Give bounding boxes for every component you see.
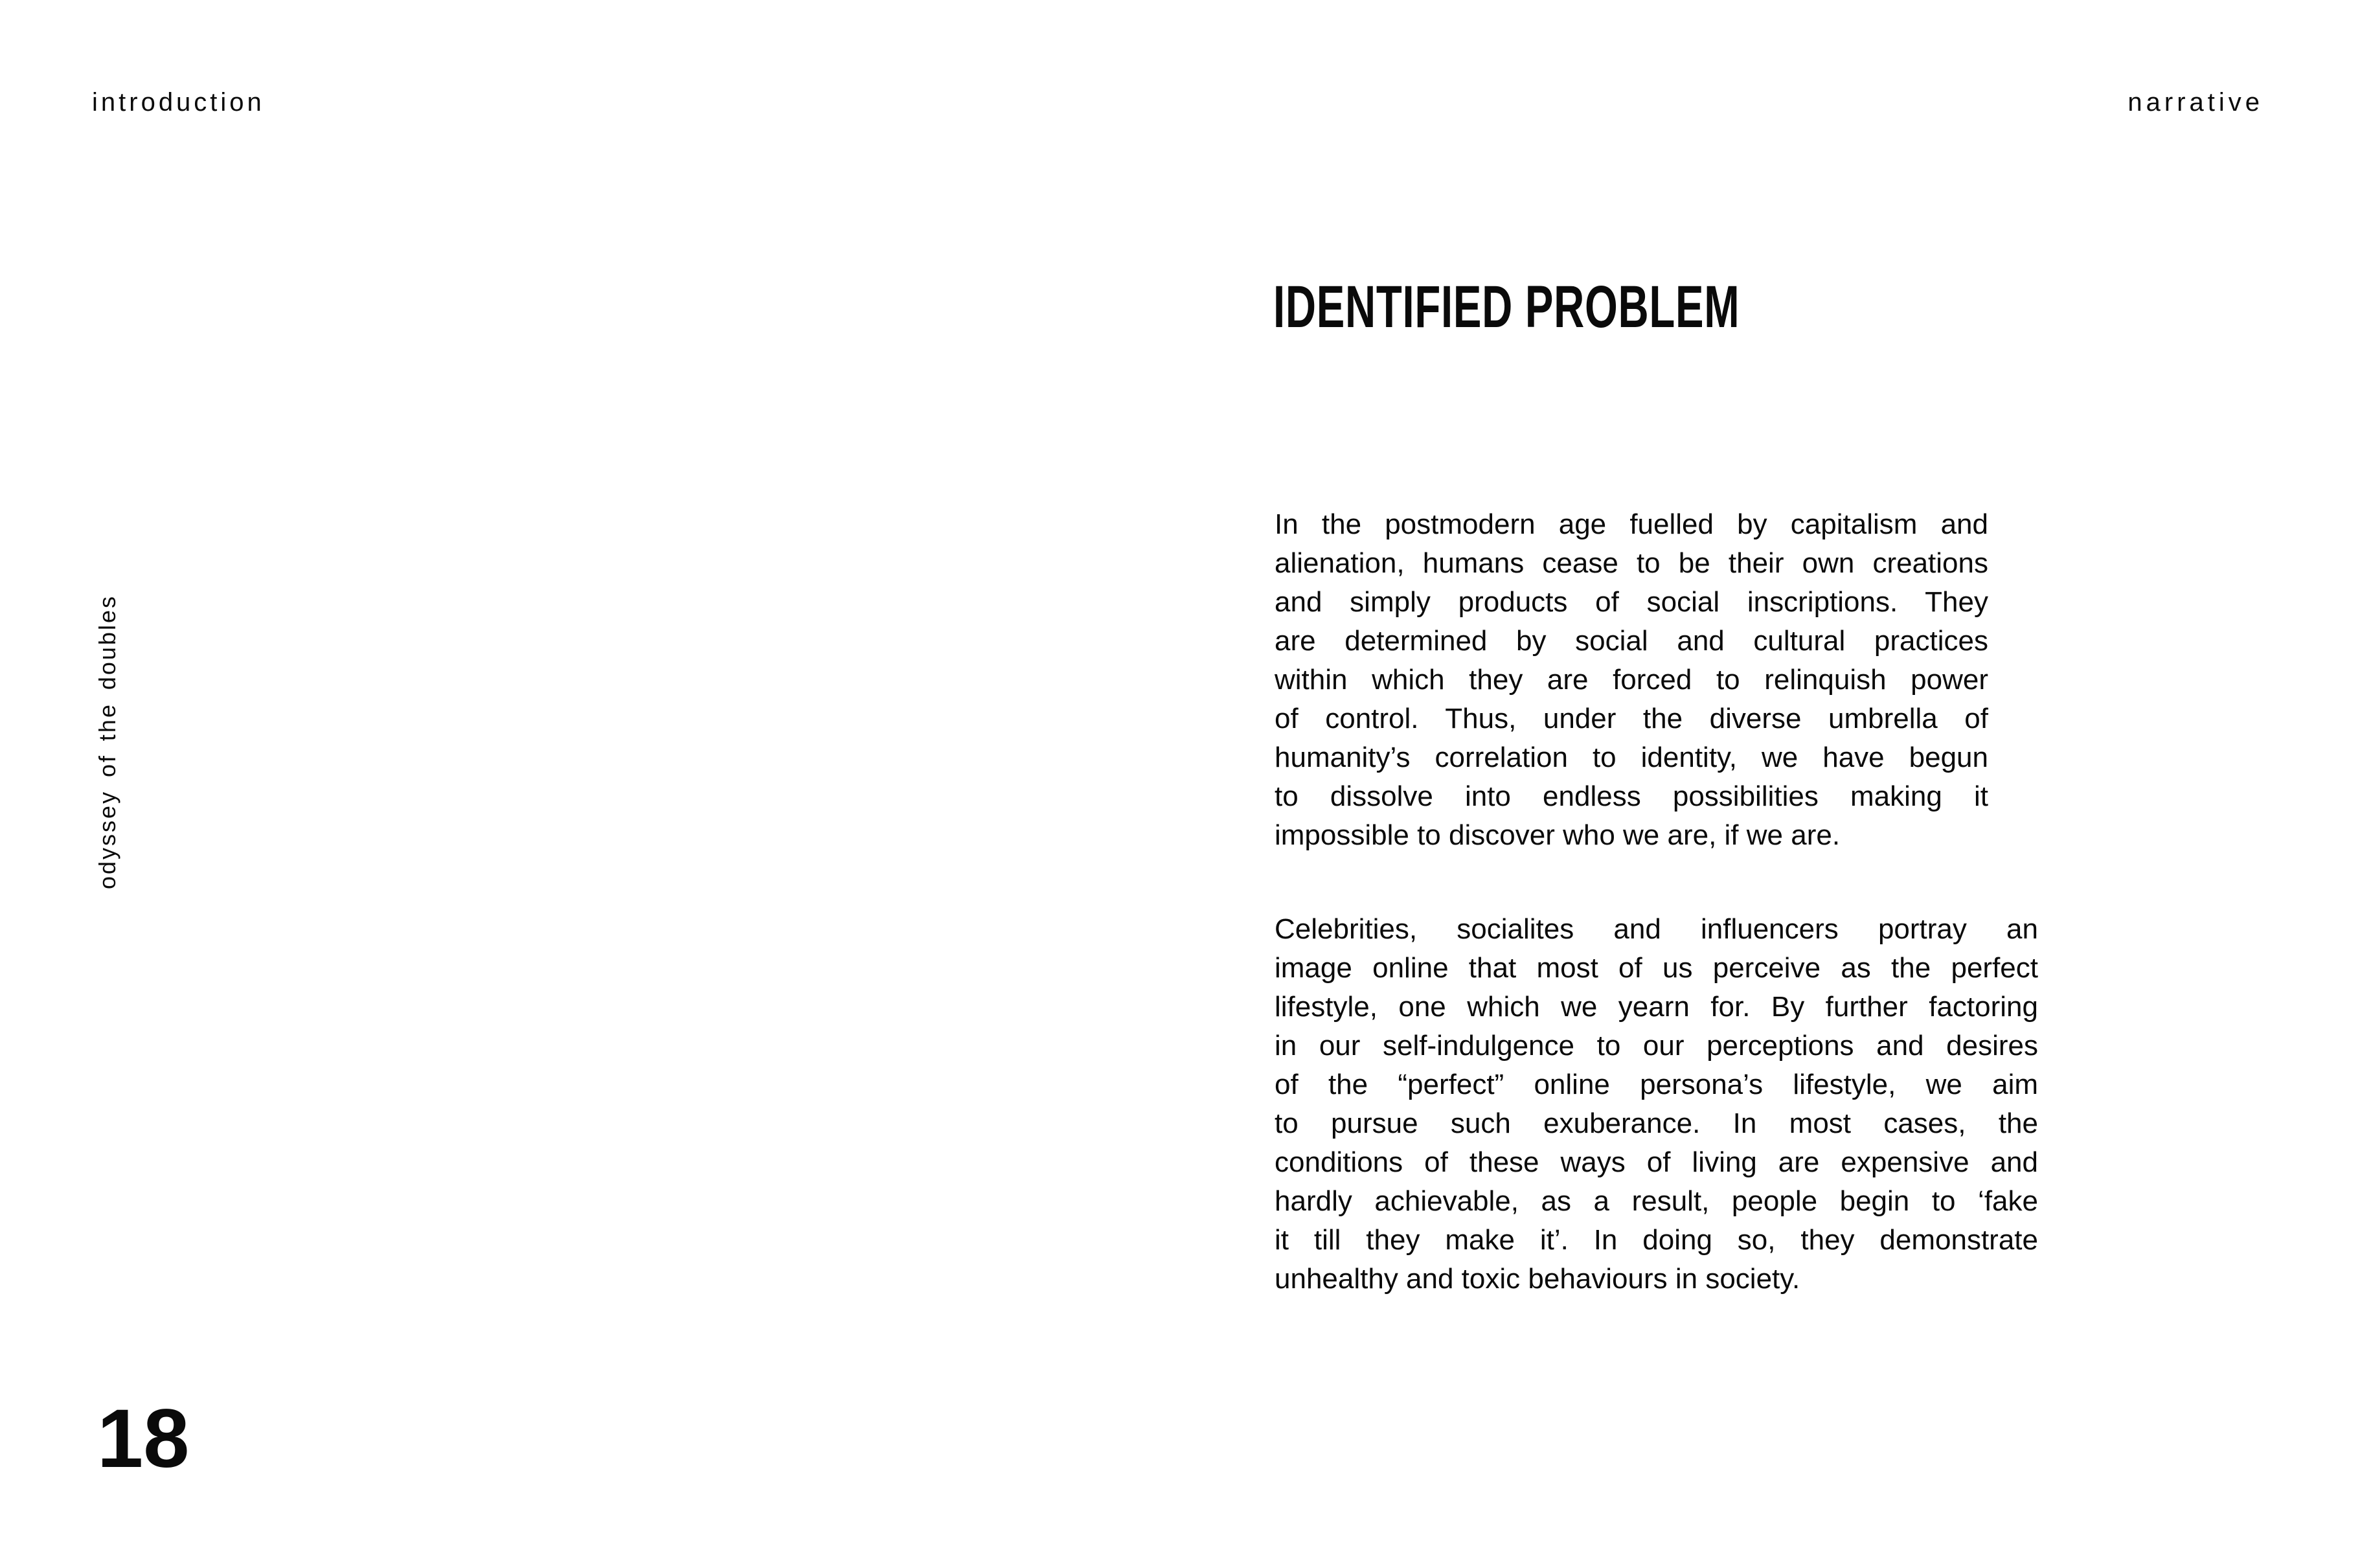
paragraph-line: within which they are forced to relinquish power	[1275, 664, 1988, 696]
paragraph-line: of control. Thus, under the diverse umbrella of	[1275, 703, 1988, 734]
body-paragraph	[1275, 910, 2038, 1299]
paragraph-line: humanity’s correlation to identity, we have begun	[1275, 742, 1988, 773]
paragraph-line: image online that most of us perceive as the perfect	[1275, 952, 2038, 984]
sidebar-vertical-title: odyssey of the doubles	[94, 595, 120, 889]
paragraph-line: to pursue such exuberance. In most cases, the	[1275, 1108, 2038, 1139]
section-heading: IDENTIFIED PROBLEM	[1273, 274, 1740, 340]
paragraph-line: in our self-indulgence to our perceptions and desires	[1275, 1030, 2038, 1062]
paragraph-line: lifestyle, one which we yearn for. By further factoring	[1275, 991, 2038, 1023]
page-number: 18	[97, 1392, 190, 1485]
paragraph-line: hardly achievable, as a result, people begin to ‘fake	[1275, 1185, 2038, 1217]
running-header-right: narrative	[2127, 88, 2263, 117]
paragraph-line: In the postmodern age fuelled by capitalism and	[1275, 508, 1988, 540]
paragraph-line: it till they make it’. In doing so, they demonstrate	[1275, 1224, 2038, 1256]
running-header-left: introduction	[92, 88, 265, 117]
body-paragraph	[1275, 505, 1988, 855]
paragraph-line: unhealthy and toxic behaviours in society.	[1275, 1263, 1800, 1295]
paragraph-line: of the “perfect” online persona’s lifestyle, we aim	[1275, 1069, 2038, 1100]
sidebar-vertical-title-wrap	[95, 595, 120, 889]
paragraph-line: to dissolve into endless possibilities making it	[1275, 780, 1988, 812]
paragraph-line: Celebrities, socialites and influencers portray an	[1275, 913, 2038, 945]
paragraph-line: are determined by social and cultural practices	[1275, 625, 1988, 657]
paragraph-line: impossible to discover who we are, if we are.	[1275, 819, 1841, 851]
paragraph-line: alienation, humans cease to be their own creations	[1275, 547, 1988, 579]
paragraph-line: and simply products of social inscriptions. They	[1275, 586, 1988, 618]
paragraph-line: conditions of these ways of living are expensive and	[1275, 1146, 2038, 1178]
